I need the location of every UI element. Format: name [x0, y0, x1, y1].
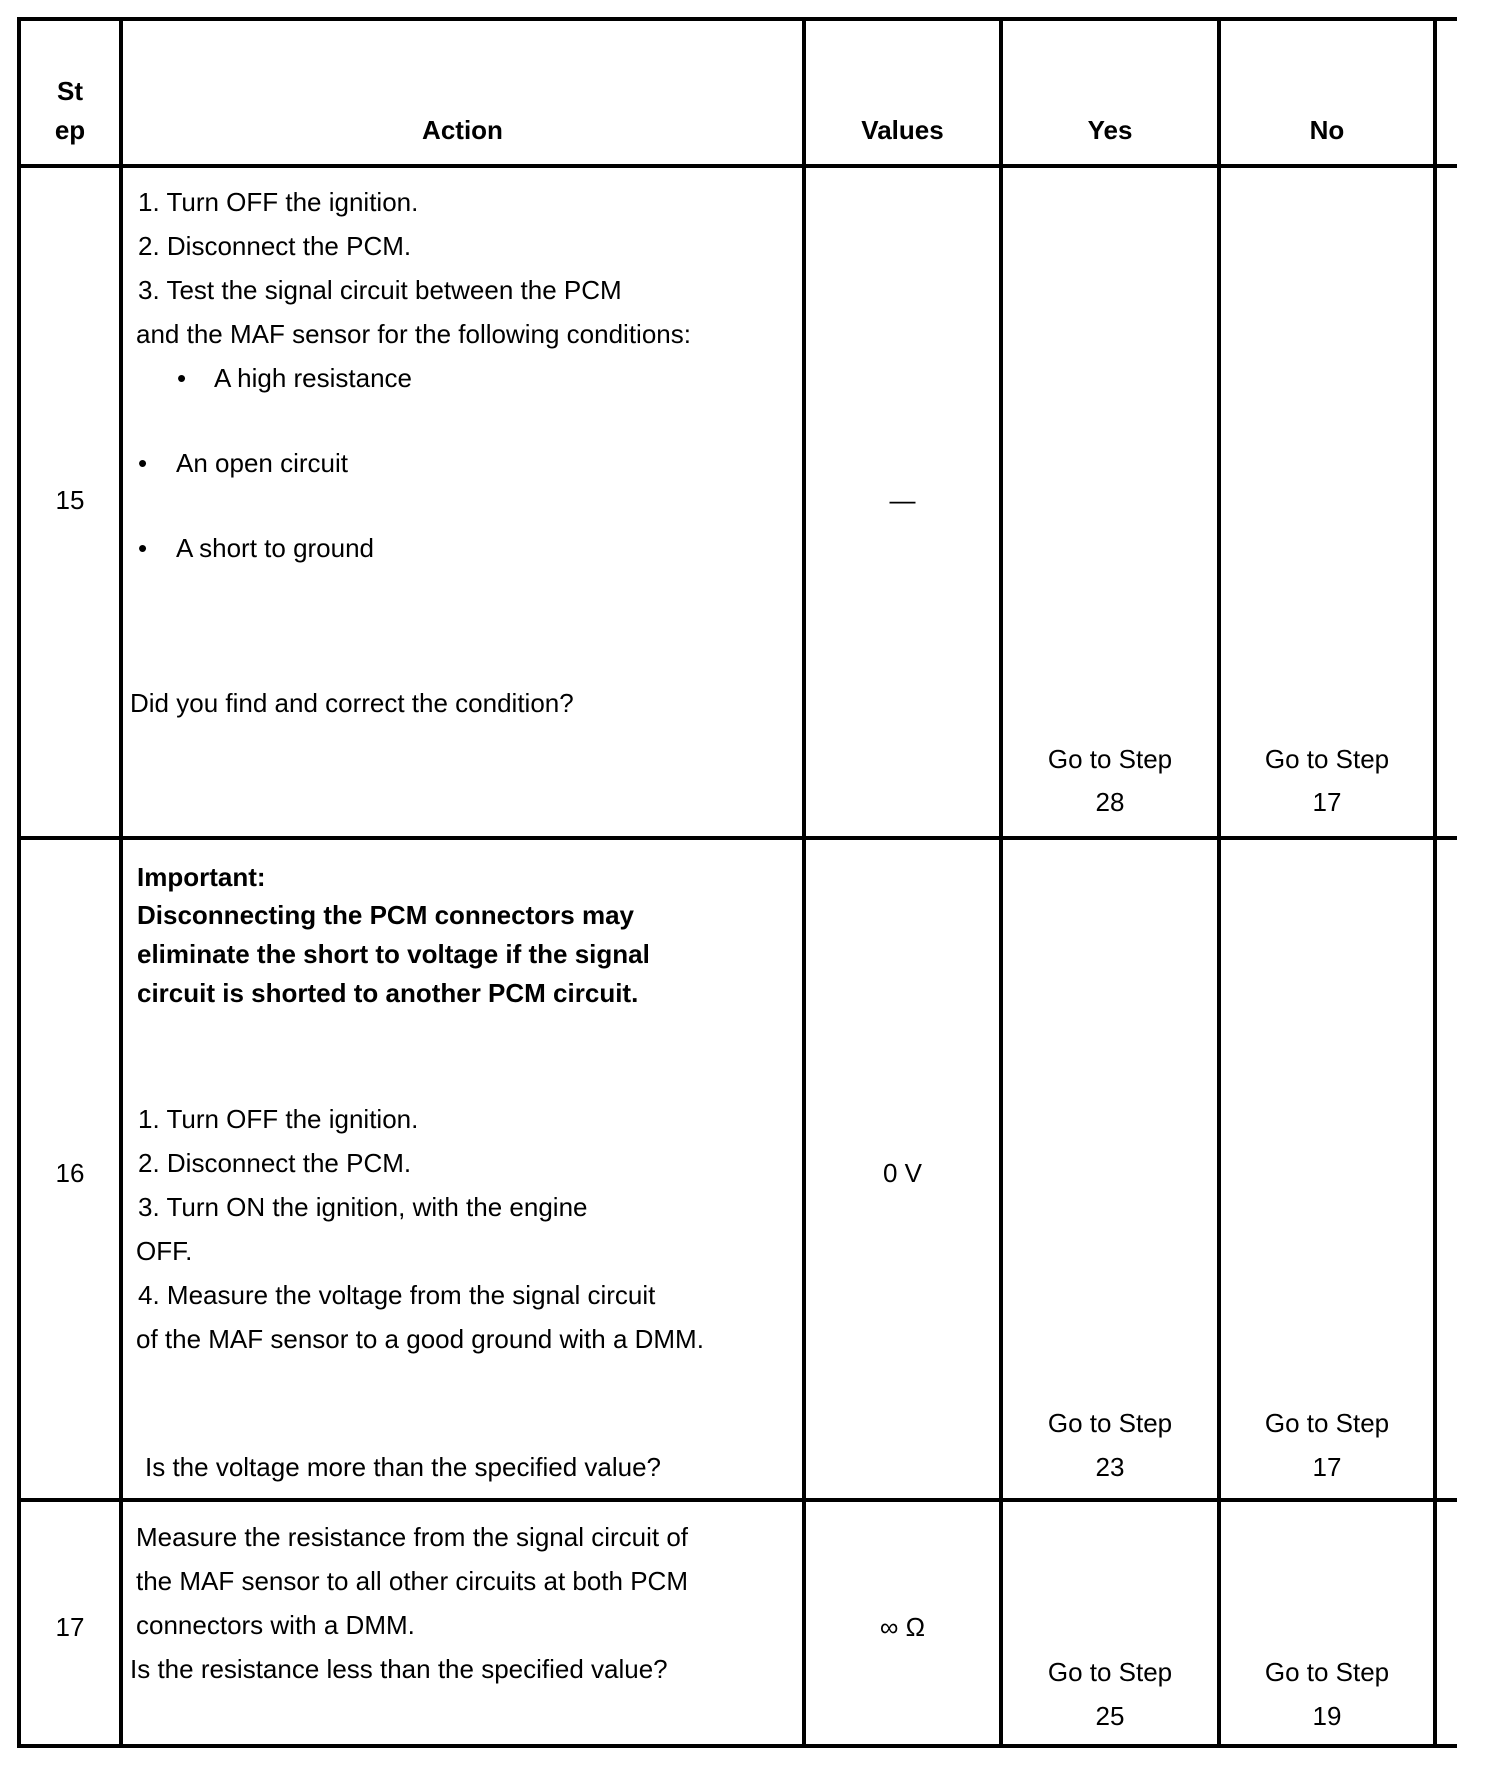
- yes-goto: Go to Step: [1047, 744, 1173, 774]
- no-goto: Go to Step: [1264, 1408, 1390, 1438]
- yes-step: 23: [1095, 1452, 1125, 1482]
- row-divider: [17, 1498, 1457, 1502]
- step-number: 17: [55, 1612, 85, 1642]
- table-border-right: [1433, 17, 1437, 1748]
- header-step-line2: ep: [54, 115, 86, 145]
- yes-goto: Go to Step: [1047, 1657, 1173, 1687]
- column-divider: [119, 17, 123, 1748]
- bullet-icon: •: [138, 533, 148, 563]
- table-border-top: [17, 17, 1457, 21]
- important-label: Important:: [137, 862, 266, 892]
- column-divider: [999, 17, 1003, 1748]
- yes-goto: Go to Step: [1047, 1408, 1173, 1438]
- row-divider: [17, 836, 1457, 840]
- action-line: connectors with a DMM.: [136, 1610, 415, 1640]
- no-step: 17: [1312, 787, 1342, 817]
- action-line: 1. Turn OFF the ignition.: [138, 1104, 419, 1134]
- action-line: 3. Turn ON the ignition, with the engine: [138, 1192, 588, 1222]
- header-no: No: [1309, 115, 1345, 145]
- action-line: 4. Measure the voltage from the signal circuit: [138, 1280, 656, 1310]
- header-values: Values: [861, 115, 944, 145]
- yes-step: 28: [1095, 787, 1125, 817]
- table-border-bottom: [17, 1744, 1457, 1748]
- no-goto: Go to Step: [1264, 744, 1390, 774]
- important-note-line: circuit is shorted to another PCM circuit.: [137, 978, 639, 1008]
- action-question: Did you find and correct the condition?: [130, 688, 574, 718]
- important-note-line: Disconnecting the PCM connectors may: [137, 900, 634, 930]
- action-line: the MAF sensor to all other circuits at both PCM: [136, 1566, 688, 1596]
- step-number: 15: [55, 485, 85, 515]
- action-line: OFF.: [136, 1236, 193, 1266]
- condition-item: A short to ground: [176, 533, 375, 563]
- spec-value: ∞ Ω: [879, 1612, 926, 1642]
- action-question: Is the voltage more than the specified value?: [145, 1452, 661, 1482]
- action-line: 1. Turn OFF the ignition.: [138, 187, 419, 217]
- action-line: and the MAF sensor for the following conditions:: [136, 319, 691, 349]
- no-step: 17: [1312, 1452, 1342, 1482]
- action-line: 2. Disconnect the PCM.: [138, 1148, 412, 1178]
- spec-value: —: [889, 485, 916, 515]
- condition-item: An open circuit: [176, 448, 348, 478]
- bullet-icon: •: [177, 363, 187, 393]
- column-divider: [1217, 17, 1221, 1748]
- header-step-line1: St: [57, 76, 83, 106]
- yes-step: 25: [1095, 1701, 1125, 1731]
- header-yes: Yes: [1087, 115, 1133, 145]
- step-number: 16: [55, 1158, 85, 1188]
- action-line: of the MAF sensor to a good ground with a DMM.: [136, 1324, 704, 1354]
- important-note-line: eliminate the short to voltage if the signal: [137, 939, 650, 969]
- header-action: Action: [422, 115, 503, 145]
- column-divider: [802, 17, 806, 1748]
- no-goto: Go to Step: [1264, 1657, 1390, 1687]
- action-line: Measure the resistance from the signal circuit of: [136, 1522, 689, 1552]
- table-border-left: [17, 17, 21, 1748]
- action-question: Is the resistance less than the specified value?: [130, 1654, 668, 1684]
- action-line: 3. Test the signal circuit between the PCM: [138, 275, 622, 305]
- spec-value: 0 V: [882, 1158, 923, 1188]
- bullet-icon: •: [138, 448, 148, 478]
- no-step: 19: [1312, 1701, 1342, 1731]
- action-line: 2. Disconnect the PCM.: [138, 231, 412, 261]
- condition-item: A high resistance: [214, 363, 413, 393]
- header-divider: [17, 164, 1457, 168]
